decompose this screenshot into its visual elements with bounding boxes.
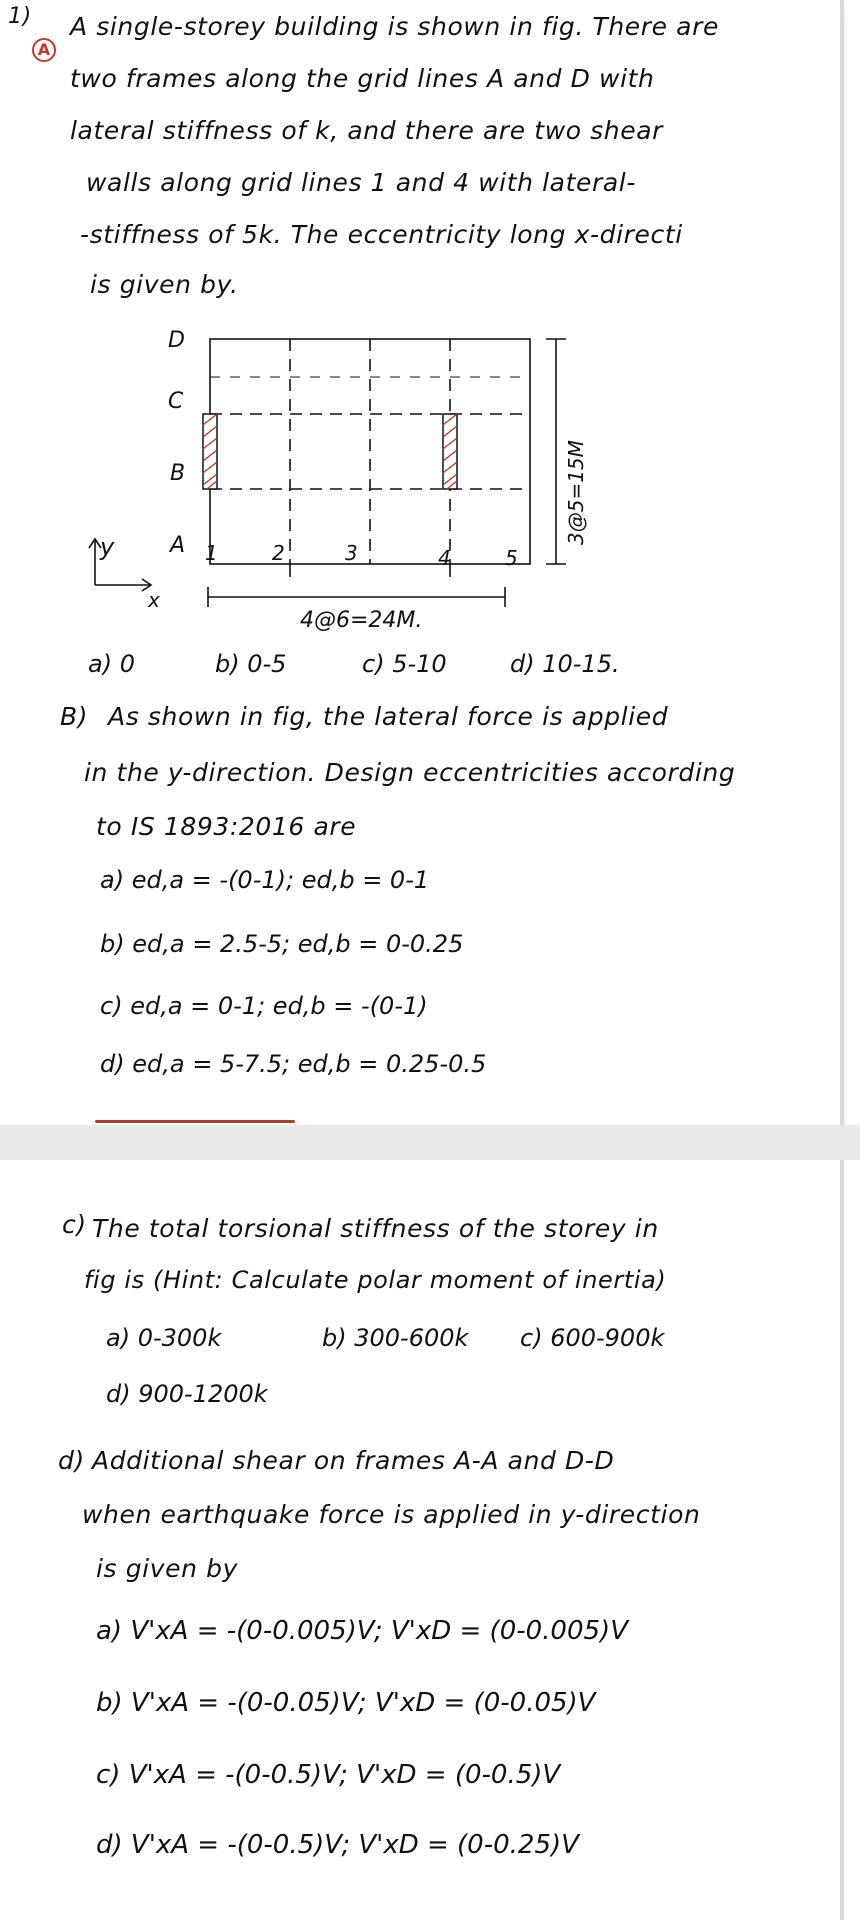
row-label-D: D bbox=[168, 328, 185, 353]
q2-option-c: c) ed,a = 0-1; ed,b = -(0-1) bbox=[100, 992, 428, 1020]
q1-option-b: b) 0-5 bbox=[215, 650, 287, 678]
shear-wall-grid-1 bbox=[203, 414, 217, 489]
q4-option-c: c) V'xA = -(0-0.5)V; V'xD = (0-0.5)V bbox=[96, 1760, 561, 1790]
q4-line-1: Additional shear on frames A-A and D-D bbox=[92, 1446, 615, 1475]
q1-option-c: c) 5-10 bbox=[362, 650, 447, 678]
q2-option-a: a) ed,a = -(0-1); ed,b = 0-1 bbox=[100, 866, 430, 894]
q4-option-b: b) V'xA = -(0-0.05)V; V'xD = (0-0.05)V bbox=[96, 1688, 596, 1718]
row-label-A: A bbox=[170, 533, 186, 558]
q2-label: B) bbox=[60, 702, 89, 731]
q1-line-1: A single-storey building is shown in fig. There are bbox=[70, 12, 719, 41]
q3-line-2: fig is (Hint: Calculate polar moment of inertia) bbox=[84, 1266, 667, 1294]
red-underline bbox=[95, 1120, 295, 1123]
q1-option-a: a) 0 bbox=[88, 650, 135, 678]
q2-line-1: As shown in fig, the lateral force is applied bbox=[108, 702, 669, 731]
q1-line-4: walls along grid lines 1 and 4 with lateral- bbox=[86, 168, 636, 197]
q4-option-d: d) V'xA = -(0-0.5)V; V'xD = (0-0.25)V bbox=[96, 1830, 579, 1860]
building-plan-figure bbox=[0, 315, 860, 655]
q1-line-6: is given by. bbox=[90, 270, 239, 299]
q3-label: c) bbox=[62, 1210, 87, 1239]
q4-line-2: when earthquake force is applied in y-direction bbox=[82, 1500, 701, 1529]
q1-line-2: two frames along the grid lines A and D with bbox=[70, 64, 655, 93]
page-gap bbox=[0, 1125, 860, 1160]
col-label-5: 5 bbox=[505, 546, 518, 570]
q4-line-3: is given by bbox=[96, 1554, 238, 1583]
q1-option-d: d) 10-15. bbox=[510, 650, 620, 678]
col-label-3: 3 bbox=[345, 541, 358, 565]
y-dimension-label: 3@5=15M bbox=[564, 440, 588, 545]
axis-x-label: x bbox=[148, 588, 160, 612]
q2-line-2: in the y-direction. Design eccentricities according bbox=[84, 758, 736, 787]
q4-option-a: a) V'xA = -(0-0.005)V; V'xD = (0-0.005)V bbox=[96, 1616, 628, 1646]
row-label-C: C bbox=[168, 389, 184, 414]
q1-line-5: -stiffness of 5k. The eccentricity long x-directi bbox=[80, 220, 683, 249]
col-label-1: 1 bbox=[205, 541, 218, 565]
q3-option-d: d) 900-1200k bbox=[106, 1380, 268, 1408]
axes-indicator bbox=[89, 539, 151, 591]
q3-option-a: a) 0-300k bbox=[106, 1324, 222, 1352]
row-label-B: B bbox=[170, 461, 186, 486]
shear-wall-grid-4 bbox=[443, 414, 457, 489]
q2-option-d: d) ed,a = 5-7.5; ed,b = 0.25-0.5 bbox=[100, 1050, 487, 1078]
q3-option-b: b) 300-600k bbox=[322, 1324, 469, 1352]
page-sheet-2 bbox=[0, 1160, 844, 1920]
q2-line-3: to IS 1893:2016 are bbox=[96, 812, 357, 841]
q3-option-c: c) 600-900k bbox=[520, 1324, 665, 1352]
col-label-2: 2 bbox=[272, 541, 285, 565]
q2-option-b: b) ed,a = 2.5-5; ed,b = 0-0.25 bbox=[100, 930, 464, 958]
x-dimension-label: 4@6=24M. bbox=[300, 608, 423, 633]
part-badge: A bbox=[32, 38, 56, 62]
question-number: 1) bbox=[8, 4, 32, 29]
col-label-4: 4 bbox=[438, 546, 451, 570]
q1-line-3: lateral stiffness of k, and there are two shear bbox=[70, 116, 664, 145]
q3-line-1: The total torsional stiffness of the storey in bbox=[92, 1214, 659, 1243]
axis-y-label: y bbox=[100, 533, 115, 561]
q4-label: d) bbox=[58, 1446, 85, 1475]
